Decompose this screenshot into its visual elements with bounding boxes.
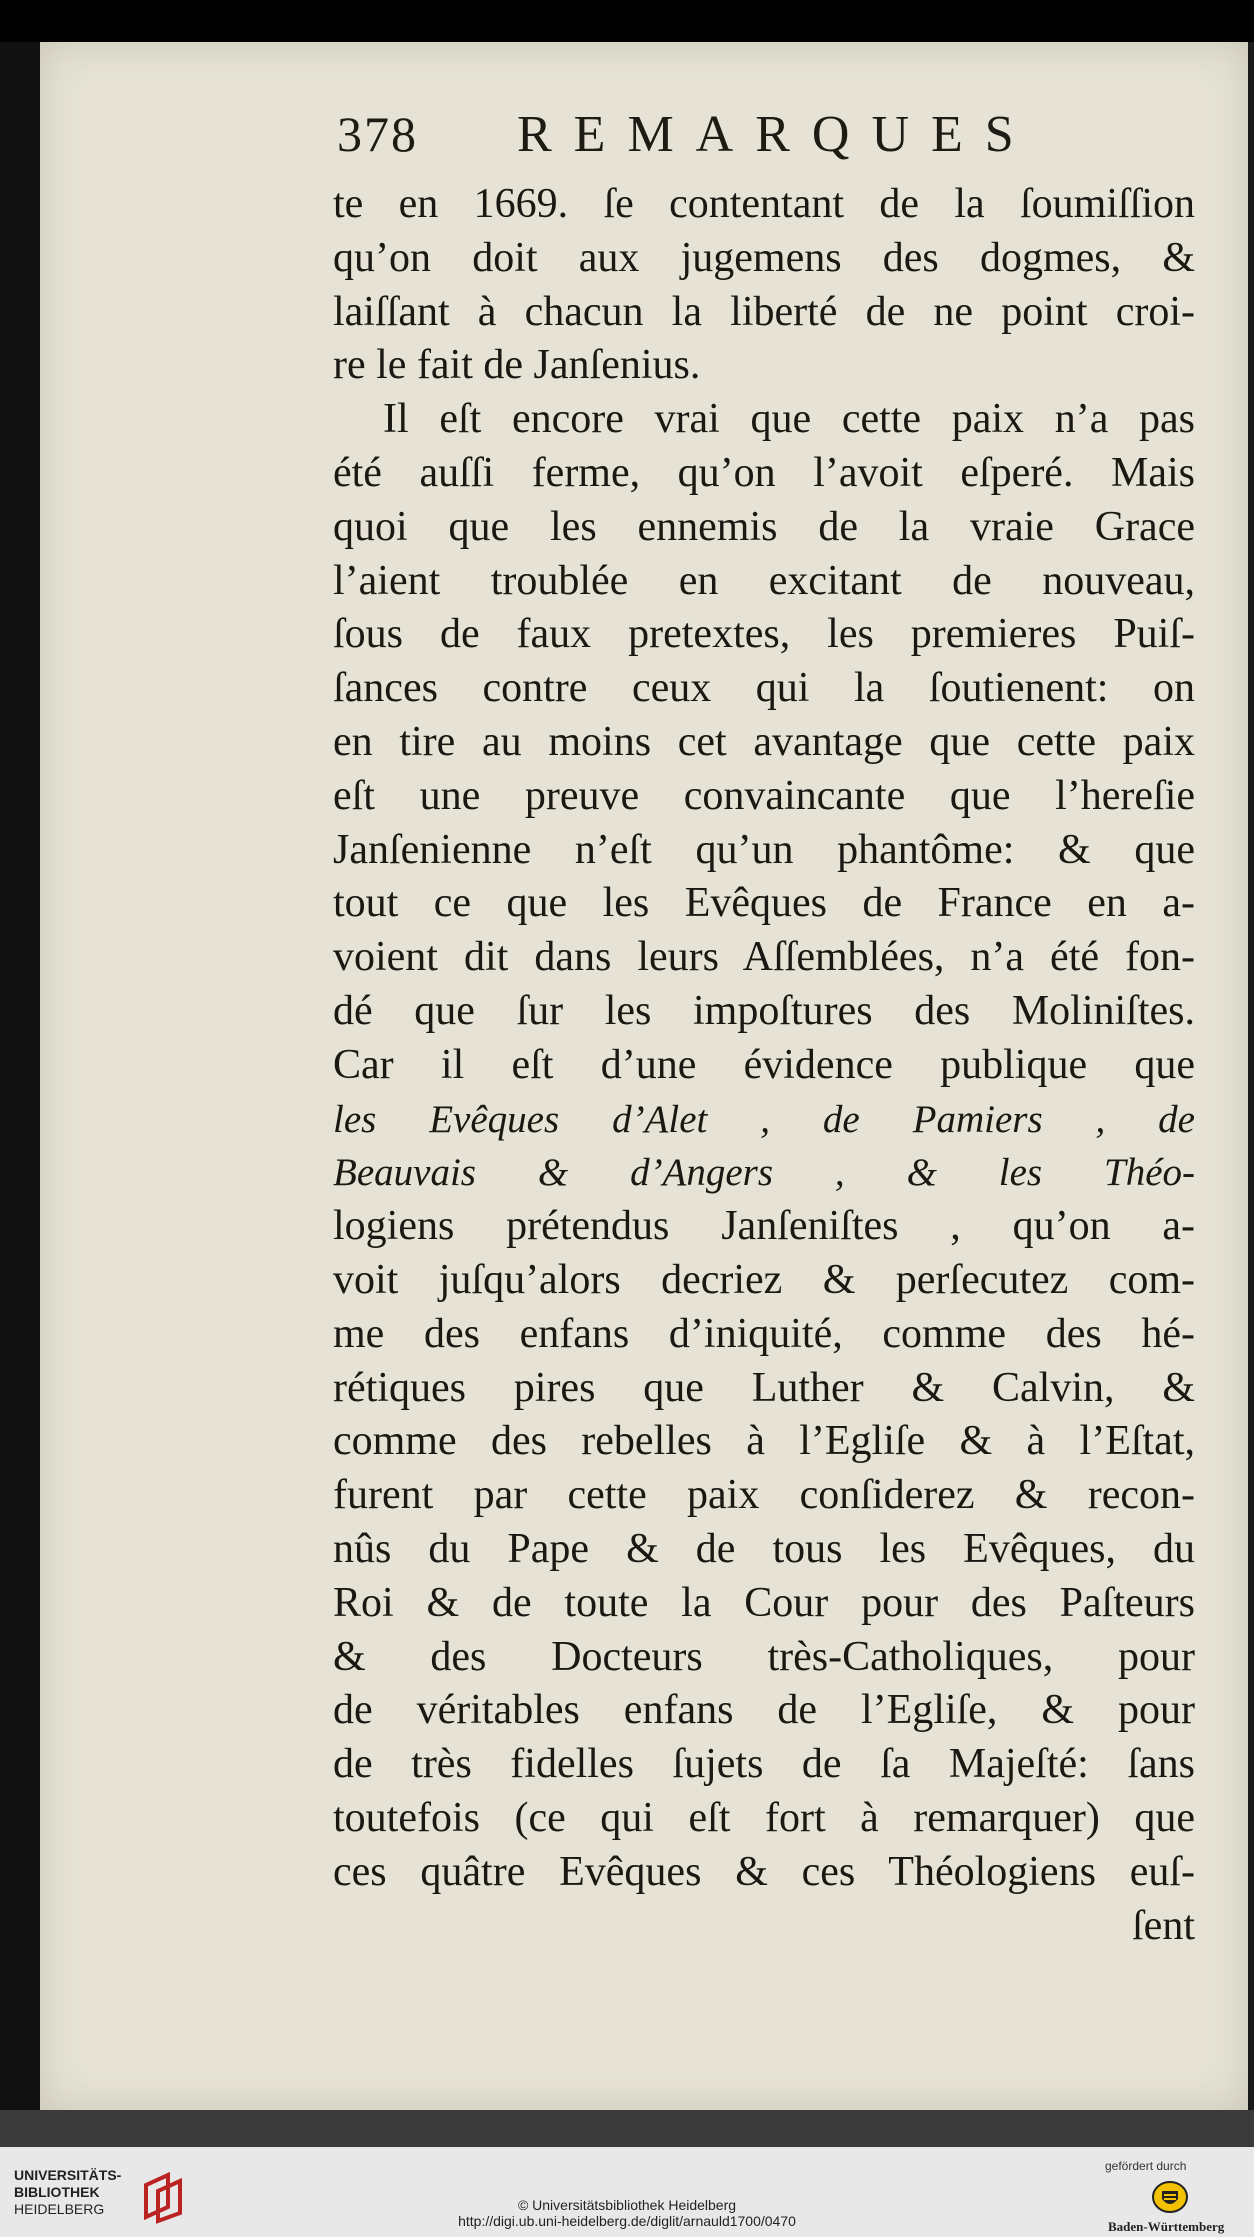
text-line: comme des rebelles à l’Egliſe & à l’Eſtat, bbox=[333, 1418, 1195, 1465]
text-line: eſt une preuve convaincante que l’hereſie bbox=[333, 772, 1195, 819]
text-line: re le fait de Janſenius. bbox=[333, 342, 701, 389]
text-line: quoi que les ennemis de la vraie Grace bbox=[333, 503, 1195, 550]
logo-line-1: UNIVERSITÄTS- bbox=[14, 2167, 122, 2183]
page-header bbox=[337, 105, 1187, 175]
text-line: toutefois (ce qui eſt fort à remarquer) que bbox=[333, 1794, 1195, 1841]
text-line: Car il eſt d’une évidence publique que bbox=[333, 1041, 1195, 1088]
text-line: te en 1669. ſe contentant de la ſoumiſſion bbox=[333, 181, 1195, 227]
viewer-top-bar bbox=[0, 0, 1254, 42]
viewer-right-edge bbox=[1248, 42, 1254, 2110]
text-line: en tire au moins cet avantage que cette paix bbox=[333, 718, 1195, 765]
text-line: me des enfans d’iniquité, comme des hé- bbox=[333, 1310, 1195, 1357]
text-line: dé que ſur les impoſtures des Moliniſtes. bbox=[333, 987, 1195, 1034]
text-line: ſous de faux pretextes, les premieres Puiſ- bbox=[333, 611, 1195, 658]
funder-label: Baden-Württemberg bbox=[1108, 2219, 1225, 2234]
text-line: tout ce que les Evêques de France en a- bbox=[333, 880, 1195, 927]
text-line: logiens prétendus Janſeniſtes , qu’on a- bbox=[333, 1203, 1195, 1250]
permalink-url[interactable]: http://digi.ub.uni-heidelberg.de/diglit/arnauld1700/0470 bbox=[458, 2213, 796, 2229]
text-line: qu’on doit aux jugemens des dogmes, & bbox=[333, 234, 1195, 281]
catchword: ſent bbox=[1132, 1902, 1195, 1949]
text-line: laiſſant à chacun la liberté de ne point croi- bbox=[333, 288, 1195, 335]
text-line: voit juſqu’alors decriez & perſecutez com- bbox=[333, 1256, 1195, 1303]
text-line: été auſſi ferme, qu’on l’avoit eſperé. Mais bbox=[333, 449, 1195, 496]
text-line: de très fidelles ſujets de ſa Majeſté: ſans bbox=[333, 1741, 1195, 1788]
page-number: 378 bbox=[337, 106, 418, 162]
text-line: de véritables enfans de l’Egliſe, & pour bbox=[333, 1687, 1195, 1734]
text-line: l’aient troublée en excitant de nouveau, bbox=[333, 557, 1195, 604]
logo-line-2: BIBLIOTHEK bbox=[14, 2184, 100, 2200]
copyright-notice: © Universitätsbibliothek Heidelberg bbox=[517, 2197, 737, 2213]
text-line: ces quâtre Evêques & ces Théologiens euſ- bbox=[333, 1848, 1195, 1895]
text-line: Roi & de toute la Cour pour des Paſteurs bbox=[333, 1579, 1195, 1626]
text-line-italic: les Evêques d’Alet , de Pamiers , de bbox=[333, 1097, 1195, 1141]
logo-line-3: HEIDELBERG bbox=[14, 2201, 105, 2217]
coat-of-arms-icon bbox=[1150, 2177, 1190, 2217]
funded-by-label: gefördert durch bbox=[1105, 2159, 1187, 2173]
text-line: ſances contre ceux qui la ſoutienent: on bbox=[333, 665, 1195, 712]
text-line-italic: Beauvais & d’Angers , & les Théo- bbox=[333, 1151, 1195, 1195]
text-line: furent par cette paix conſiderez & recon- bbox=[333, 1472, 1195, 1519]
running-head: REMARQUES bbox=[517, 106, 1036, 163]
text-line: & des Docteurs très-Catholiques, pour bbox=[333, 1633, 1195, 1680]
text-line: nûs du Pape & de tous les Evêques, du bbox=[333, 1525, 1195, 1572]
viewer-left-edge bbox=[0, 42, 40, 2110]
text-line: rétiques pires que Luther & Calvin, & bbox=[333, 1364, 1195, 1411]
body-text bbox=[333, 178, 1195, 1953]
text-line: Il eſt encore vrai que cette paix n’a pas bbox=[383, 396, 1195, 443]
footer-bar bbox=[0, 2147, 1254, 2237]
text-line: voient dit dans leurs Aſſemblées, n’a été fon- bbox=[333, 934, 1195, 981]
text-line: Janſenienne n’eſt qu’un phantôme: & que bbox=[333, 826, 1195, 873]
